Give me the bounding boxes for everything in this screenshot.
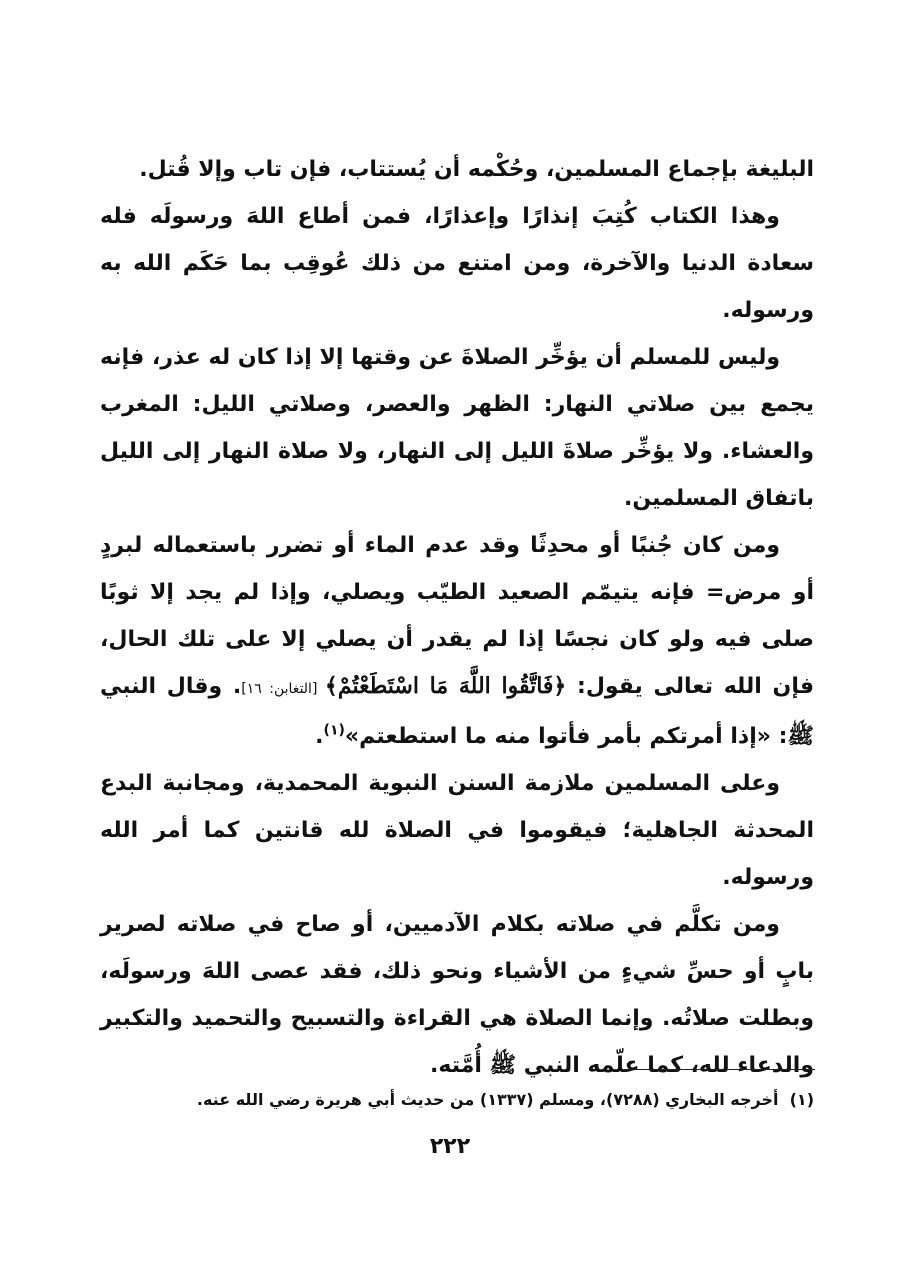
hadith-quote: «إذا أمرتكم بأمر فأتوا منه ما استطعتم»: [344, 724, 771, 749]
footnote-marker: (١): [323, 722, 345, 739]
main-text: [100, 146, 814, 1089]
quran-reference: [التغابن: ١٦]: [241, 681, 325, 697]
footnote-text: أخرجه البخاري (٧٢٨٨)، ومسلم (١٣٣٧) من حديث أبي هريرة رضي الله عنه.: [196, 1090, 779, 1109]
footnote-number: (١): [789, 1090, 814, 1109]
paragraph-3: وليس للمسلم أن يؤخِّر الصلاةَ عن وقتها إلا إذا كان له عذر، فإنه يجمع بين صلاتي النهار: الظهر والعصر، وصلاتي الليل: المغرب والعشاء. ولا يؤخِّر صلاةَ الليل إلى النهار، ولا صلاة النهار إلى الليل باتفاق المسلمين.: [100, 345, 814, 511]
paragraph-4-end: .: [315, 724, 324, 749]
paragraph-4-middle: . وقال النبي ﷺ:: [100, 674, 814, 749]
paragraph-4-text: ومن كان جُنبًا أو محدِثًا وقد عدم الماء أو تضرر باستعماله لبردٍ أو مرض= فإنه يتيمّم الصعيد الطيّب ويصلي، وإذا لم يجد إلا ثوبًا صلى فيه ولو كان نجسًا إذا لم يقدر أن يصلي إلا على تلك الحال، فإن الله تعالى يقول:: [100, 533, 814, 699]
paragraph-1: البليغة بإجماع المسلمين، وحُكْمه أن يُستتاب، فإن تاب وإلا قُتل.: [139, 157, 814, 182]
page-number: ٢٢٢: [429, 1134, 471, 1159]
quran-verse: ﴿فَاتَّقُوا اللَّهَ مَا اسْتَطَعْتُمْ﴾: [324, 673, 567, 699]
footnote: [100, 1080, 814, 1120]
paragraph-2: وهذا الكتاب كُتِبَ إنذارًا وإعذارًا، فمن أطاع اللهَ ورسولَه فله سعادة الدنيا والآخرة، ومن امتنع من ذلك عُوقِب بما حَكَم الله به ورسوله.: [100, 204, 814, 323]
paragraph-4: [100, 522, 814, 760]
footnote-separator: [625, 1069, 815, 1070]
paragraph-6: ومن تكلَّم في صلاته بكلام الآدميين، أو صاح في صلاته لصرير بابٍ أو حسِّ شيءٍ من الأشياء ونحو ذلك، فقد عصى اللهَ ورسولَه، وبطلت صلاتُه. وإنما الصلاة هي القراءة والتسبيح والتحميد والتكبير والدعاء لله، كما علّمه النبي ﷺ أُمَّته.: [100, 912, 814, 1078]
paragraph-5: وعلى المسلمين ملازمة السنن النبوية المحمدية، ومجانبة البدع المحدثة الجاهلية؛ فيقوموا في الصلاة لله قانتين كما أمر الله ورسوله.: [100, 771, 814, 890]
